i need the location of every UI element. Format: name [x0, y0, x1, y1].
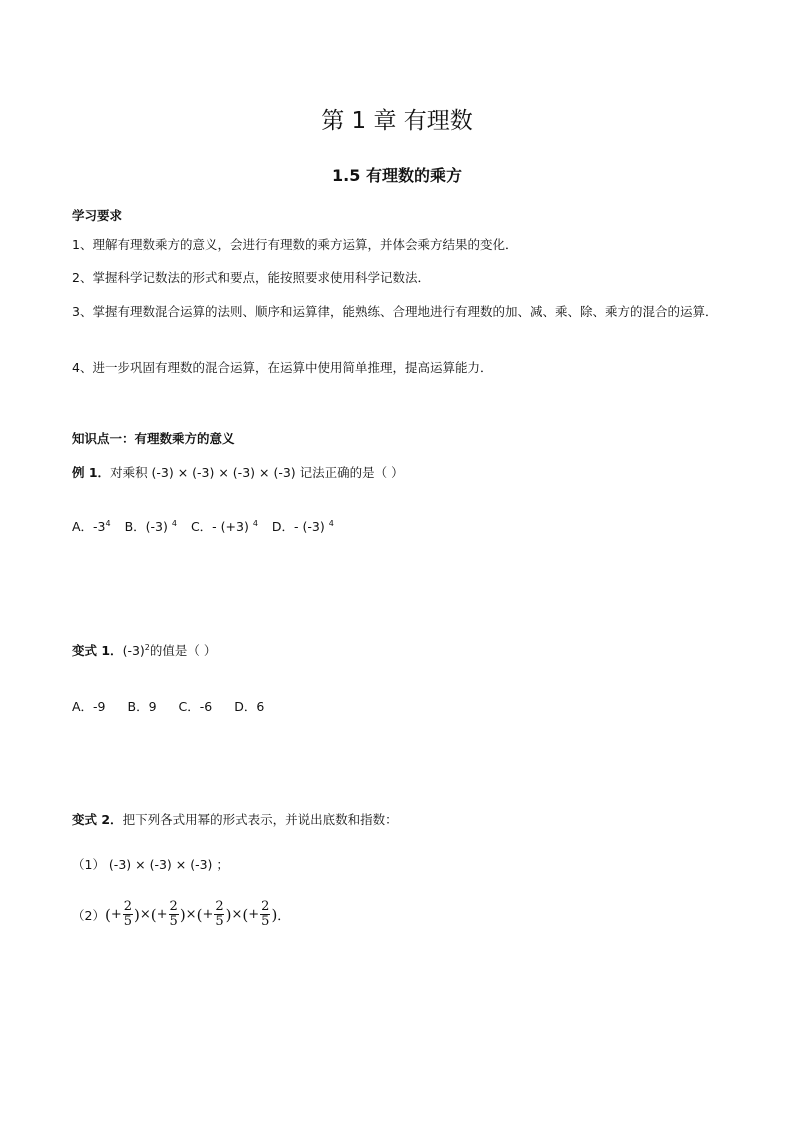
option-c: C．- (+3) $^4$	[190, 519, 258, 534]
example-1-question	[72, 463, 404, 481]
times-sign: ×	[231, 907, 243, 922]
variant-1-options	[72, 697, 274, 715]
end-mark: ．	[277, 909, 291, 924]
variant-2-question: 变式 2．把下列各式用幂的形式表示，并说出底数和指数：	[72, 812, 398, 827]
chapter-title: 第 1 章 有理数	[321, 108, 473, 134]
open-paren: (	[104, 905, 111, 924]
option-b: B．9	[127, 699, 157, 714]
close-paren: )	[271, 905, 278, 924]
close-paren: )	[134, 905, 140, 924]
option-b: B．(-3) $^4$	[124, 519, 177, 534]
fraction	[260, 900, 270, 929]
variant-2-part-2: （2） ( + $\frac{2}{5}$ ) × ( + $\frac{2}{5}$ ) × ( + $\frac{2}{5}$ ) × ( + $\frac{2}{5}$ ) ．	[72, 899, 291, 929]
option-a: A．$-3^4$	[72, 519, 111, 534]
option-c: C．-6	[178, 699, 213, 714]
section-title: 1.5 有理数的乘方	[332, 166, 462, 185]
knowledge-point-heading: 知识点一：有理数乘方的意义	[72, 431, 235, 446]
plus-sign: +	[202, 907, 214, 922]
variant-1-label: 变式 1．	[72, 643, 123, 658]
example-1-text: 对乘积 (-3) × (-3) × (-3) × (-3) 记法正确的是（ ）	[110, 465, 404, 480]
times-sign: ×	[139, 907, 151, 922]
fraction-denominator: 5	[215, 914, 224, 929]
option-d: D．6	[234, 699, 265, 714]
requirement-item-4: 4、进一步巩固有理数的混合运算，在运算中使用简单推理，提高运算能力．	[72, 360, 493, 375]
fraction-numerator: 2	[169, 899, 178, 914]
option-a: A．-9	[72, 699, 106, 714]
fraction-denominator: 5	[123, 914, 132, 929]
option-d: D．- (-3) $^4$	[271, 519, 334, 534]
fraction	[169, 900, 179, 929]
plus-sign: +	[110, 907, 122, 922]
fraction-numerator: 2	[215, 899, 224, 914]
variant-2-label: 变式 2．	[72, 812, 123, 827]
close-paren: )	[179, 905, 186, 924]
open-paren: (	[196, 905, 203, 924]
requirement-item-1: 1、理解有理数乘方的意义，会进行有理数的乘方运算，并体会乘方结果的变化．	[72, 237, 518, 252]
open-paren: (	[150, 905, 157, 924]
fraction-numerator: 2	[123, 899, 132, 914]
fraction-denominator: 5	[169, 914, 178, 929]
plus-sign: +	[248, 907, 260, 922]
fraction	[123, 900, 133, 929]
times-sign: ×	[185, 907, 197, 922]
fraction-expression	[105, 900, 290, 929]
fraction-numerator: 2	[261, 899, 270, 914]
variant-1-question: 变式 1．$(-3)^2$的值是（ ）	[72, 643, 217, 658]
fraction	[214, 900, 224, 929]
requirement-item-3: 3、掌握有理数混合运算的法则、顺序和运算律，能熟练、合理地进行有理数的加、减、乘、除、乘方的混合的运算．	[72, 304, 718, 319]
variant-2-part-1: （1） (-3) × (-3) × (-3) ；	[72, 857, 229, 872]
requirements-heading: 学习要求	[72, 208, 123, 223]
fraction-denominator: 5	[261, 914, 270, 929]
example-1-options	[72, 517, 344, 535]
example-1-label: 例 1．	[72, 465, 111, 480]
requirement-item-2: 2、掌握科学记数法的形式和要点，能按照要求使用科学记数法．	[72, 270, 430, 285]
open-paren: (	[242, 905, 249, 924]
plus-sign: +	[156, 907, 168, 922]
close-paren: )	[225, 905, 232, 924]
